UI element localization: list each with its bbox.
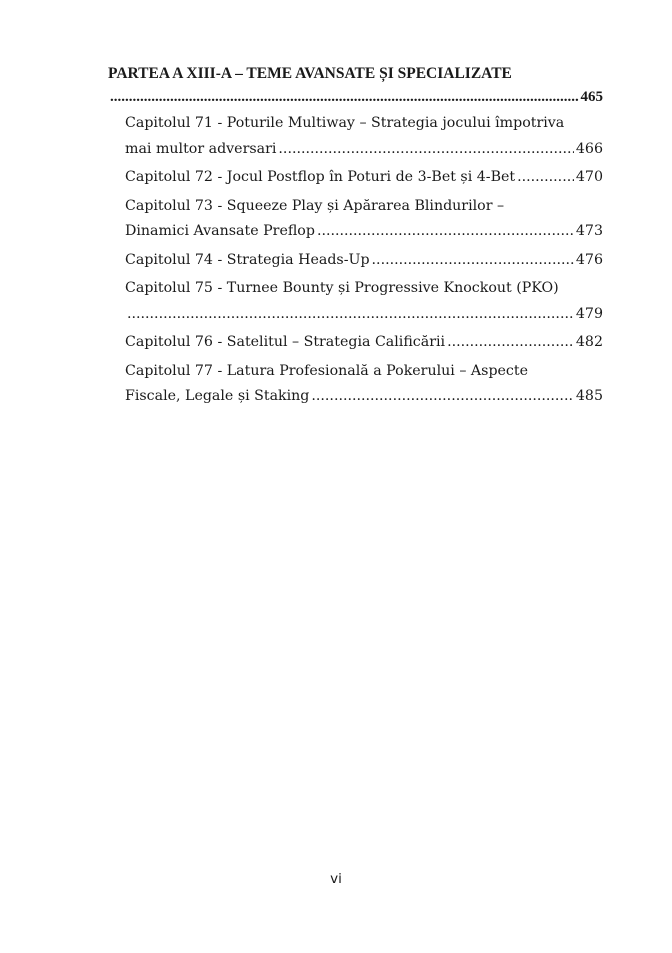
entry-leader-line [125, 330, 603, 356]
entry-page-number: 476 [575, 251, 603, 268]
entry-leader-line [125, 248, 603, 274]
entry-page-number: 482 [575, 334, 603, 350]
toc-entry[interactable] [125, 111, 603, 162]
entry-title-line-1: Capitolul 73 - Squeeze Play și Apărarea Blindurilor – [125, 197, 505, 214]
entry-page-number: 485 [575, 388, 603, 404]
entry-page-number: 479 [575, 305, 603, 322]
dot-leader [278, 137, 573, 163]
entry-title-line-2: mai multor adversari [125, 140, 277, 157]
part-title: PARTEA A XIII-A – TEME AVANSATE ȘI SPECIALIZATE [108, 65, 512, 82]
entry-leader-line [125, 219, 603, 245]
dot-leader [447, 330, 574, 356]
toc-entry[interactable] [125, 359, 603, 410]
toc-entry[interactable] [125, 248, 603, 274]
entry-title: Capitolul 72 - Jocul Postflop în Poturi de 3-Bet și 4-Bet [125, 169, 516, 185]
dot-leader [110, 86, 579, 108]
entry-page-number: 473 [575, 223, 603, 239]
entry-page-number: 466 [575, 140, 603, 157]
toc-entry[interactable] [125, 194, 603, 245]
dot-leader [317, 219, 574, 245]
chapter-list [108, 111, 603, 410]
dot-leader [127, 302, 574, 328]
page-number-footer: vi [330, 871, 342, 887]
table-of-contents [108, 62, 603, 410]
entry-page-number: 470 [575, 169, 603, 185]
part-page-number: 465 [580, 89, 603, 105]
entry-title-line-2: Dinamici Avansate Preflop [125, 223, 315, 239]
entry-title-line-2: Fiscale, Legale și Staking [125, 388, 310, 404]
dot-leader [517, 165, 574, 191]
toc-entry[interactable] [125, 165, 603, 191]
toc-entry[interactable] [125, 330, 603, 356]
entry-title: Capitolul 74 - Strategia Heads-Up [125, 251, 370, 268]
entry-leader-line [125, 137, 603, 163]
entry-title-line-1: Capitolul 77 - Latura Profesională a Pokerului – Aspecte [125, 362, 528, 379]
dot-leader [311, 384, 574, 410]
entry-leader-line [125, 165, 603, 191]
dot-leader [372, 248, 574, 274]
entry-title-line-1: Capitolul 75 - Turnee Bounty și Progressive Knockout (PKO) [125, 280, 559, 296]
entry-title: Capitolul 76 - Satelitul – Strategia Calificării [125, 334, 446, 350]
toc-entry[interactable] [125, 276, 603, 327]
entry-title-line-1: Capitolul 71 - Poturile Multiway – Strategia jocului împotriva [125, 115, 565, 131]
entry-leader-line [125, 302, 603, 328]
part-leader-line [108, 86, 603, 108]
entry-leader-line [125, 384, 603, 410]
